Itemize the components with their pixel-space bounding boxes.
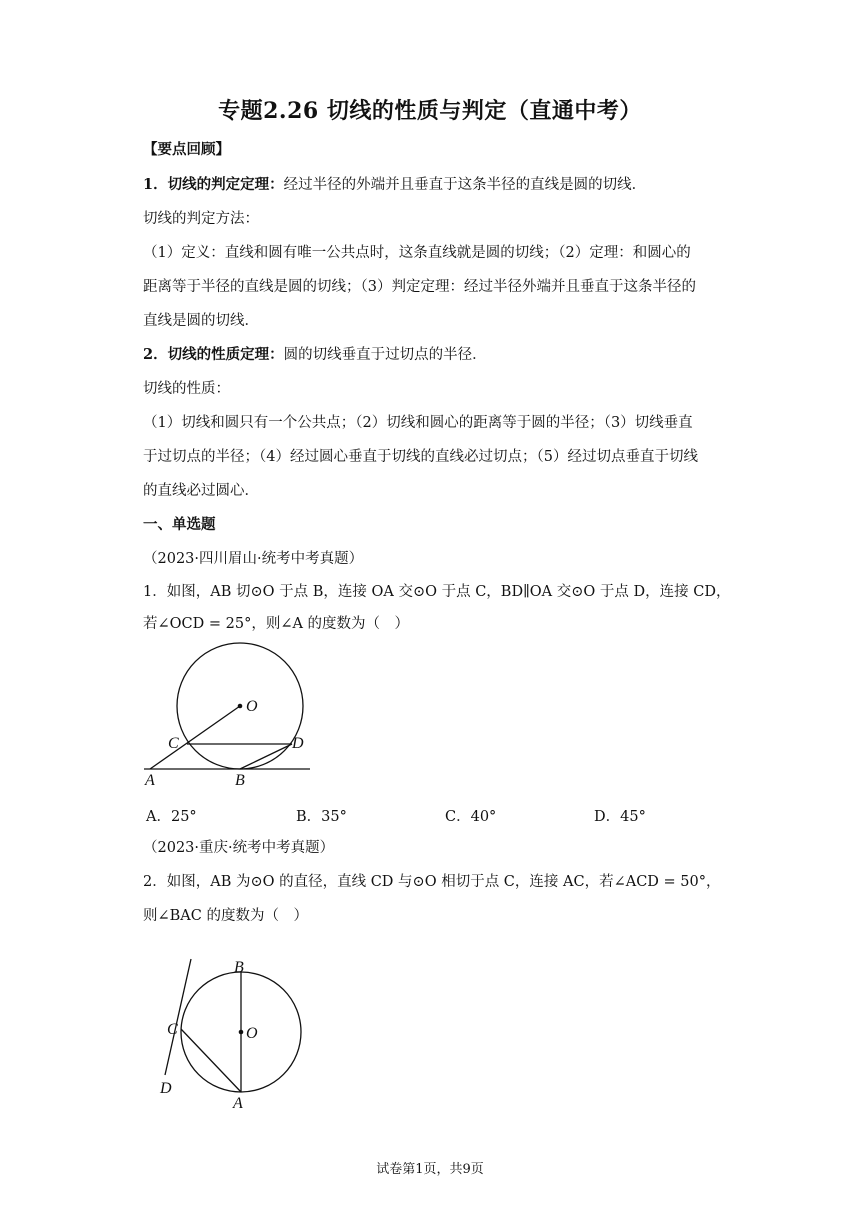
q1-option-b: B．35°	[296, 809, 347, 825]
q1-source: （2023·四川眉山·统考中考真题）	[143, 551, 364, 567]
page-footer: 试卷第1页，共9页	[376, 1162, 484, 1177]
section-heading: 一、单选题	[143, 516, 216, 533]
q1-label-a: A	[145, 772, 155, 789]
q1-stem-line2: 若∠OCD = 25°，则∠A 的度数为（ ）	[143, 616, 410, 632]
property-list-line: （1）切线和圆只有一个公共点；（2）切线和圆心的距离等于圆的半径；（3）切线垂直	[143, 415, 693, 431]
judgement-theorem-label: 1．切线的判定定理：	[143, 176, 284, 193]
q2-figure	[155, 955, 315, 1115]
q1-figure	[140, 636, 320, 796]
q1-label-c: C	[168, 735, 179, 752]
q1-option-d: D．45°	[594, 809, 646, 825]
q1-option-a: A．25°	[146, 809, 197, 825]
judgement-theorem	[143, 175, 723, 195]
property-list-line: 的直线必过圆心．	[143, 483, 259, 499]
review-heading: 【要点回顾】	[143, 141, 230, 158]
q1-label-d: D	[292, 735, 304, 752]
property-list-label: 切线的性质：	[143, 381, 230, 397]
q2-label-c: C	[167, 1021, 178, 1038]
property-theorem-label: 2．切线的性质定理：	[143, 346, 284, 363]
q2-stem-line2: 则∠BAC 的度数为（ ）	[143, 908, 308, 924]
page-title: 专题2.26 切线的性质与判定（直通中考）	[218, 98, 642, 124]
property-theorem	[143, 345, 723, 365]
judgement-methods-line: （1）定义：直线和圆有唯一公共点时，这条直线就是圆的切线；（2）定理：和圆心的	[143, 245, 691, 261]
judgement-methods-line: 直线是圆的切线．	[143, 313, 259, 329]
q2-label-b: B	[234, 959, 244, 976]
q2-label-a: A	[233, 1095, 243, 1112]
q2-source: （2023·重庆·统考中考真题）	[143, 840, 335, 856]
property-list-line: 于过切点的半径；（4）经过圆心垂直于切线的直线必过切点；（5）经过切点垂直于切线	[143, 449, 698, 465]
q1-label-b: B	[235, 772, 245, 789]
judgement-theorem-text: 经过半径的外端并且垂直于这条半径的直线是圆的切线．	[283, 177, 647, 193]
q2-label-o: O	[246, 1025, 258, 1042]
judgement-methods-label: 切线的判定方法：	[143, 211, 259, 227]
q1-option-c: C．40°	[445, 809, 497, 825]
q1-stem-line1: 1．如图，AB 切⊙O 于点 B，连接 OA 交⊙O 于点 C，BD∥OA 交⊙O 于点 D，连接 CD，	[143, 584, 731, 600]
judgement-methods-line: 距离等于半径的直线是圆的切线；（3）判定定理：经过半径外端并且垂直于这条半径的	[143, 279, 696, 295]
property-theorem-text: 圆的切线垂直于过切点的半径．	[283, 347, 487, 363]
q1-label-o: O	[246, 698, 258, 715]
q2-label-d: D	[160, 1080, 172, 1097]
q2-stem-line1: 2．如图，AB 为⊙O 的直径，直线 CD 与⊙O 相切于点 C，连接 AC，若∠ACD = 50°，	[143, 874, 721, 890]
